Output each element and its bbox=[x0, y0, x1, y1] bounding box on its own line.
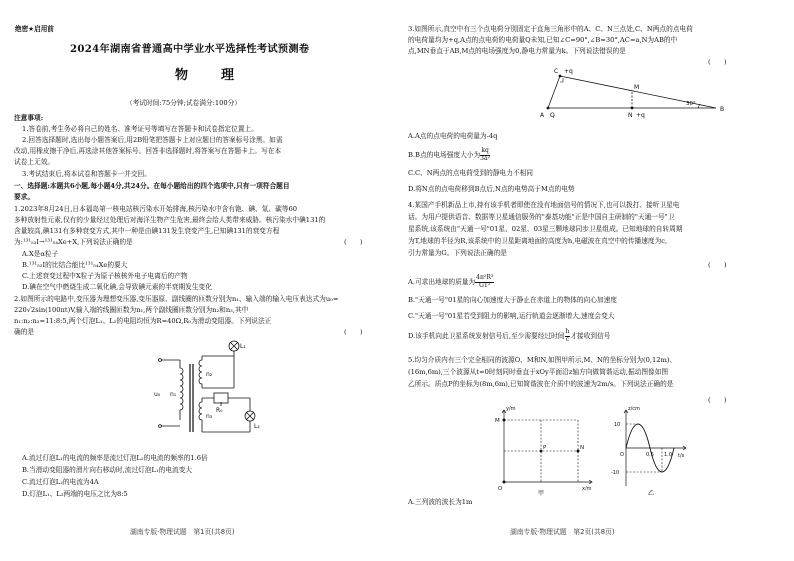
q2-stem: n₁:n₂:n₃=11:8:5,两个灯泡L₁、L₂的电阻均恒为R=40Ω,R₀为滑动变阻器。下列说法正 bbox=[14, 317, 272, 325]
fig-jia-label-M: M bbox=[495, 418, 500, 424]
q1-answer-paren: ( ) bbox=[344, 238, 363, 246]
q2-option-c: C.流过灯泡L₂的电流为4A bbox=[22, 478, 99, 486]
q4-stem: 话。为用户提供语音、数据等卫星通信服务的"泰基功能"正是中国自主研制的"天通一号"卫 bbox=[408, 213, 675, 221]
transformer-circuit-figure bbox=[154, 338, 264, 446]
section-heading: 要求。 bbox=[14, 193, 35, 201]
q3-stem: 点,MN垂直于AB,M点的电场强度为0,静电力常量为k。下列说法错误的是 bbox=[408, 47, 626, 55]
q2-option-a: A.流过灯泡L₁的电流的频率是流过灯泡L₂的电流的频率的1.6倍 bbox=[22, 454, 208, 462]
label-n2: n₂ bbox=[206, 371, 213, 378]
q3-option-b-fraction bbox=[480, 148, 490, 162]
q3-option-d: D.将N点的点电荷移到B点后,N点的电势高于M点的电势 bbox=[408, 185, 575, 193]
label-L2: L₂ bbox=[254, 423, 260, 430]
q5-stem: 5.均匀介质内有三个完全相同的波源O、M和N,如图甲所示,M、N的坐标分别为(0,12m)、 bbox=[408, 356, 677, 364]
q3-triangle-figure bbox=[538, 64, 738, 126]
fig-jia-label-N: N bbox=[580, 445, 585, 451]
q2-option-d: D.灯泡L₁、L₂两端的电压之比为8:5 bbox=[22, 490, 128, 498]
point-p-dot bbox=[540, 450, 543, 453]
q5-stem: (16m,6m),三个波源从t=0时刻同时垂直于xOy平面沿z轴方向做简谐运动,振动图像如图 bbox=[408, 368, 669, 376]
q1-stem: 含量较高,碘131有多种衰变方式,其中一种是由碘131发生衰变产生,已知碘131的衰变方程 bbox=[14, 227, 280, 235]
q3-option-c: C.C、N两点的点电荷受到的静电力不相同 bbox=[408, 169, 533, 177]
q4-stem: 为T,地球的半径为R,该系统中的卫星距离地面的高度为h,电磁波在真空中的传播速度为c, bbox=[408, 237, 668, 245]
label-n3: n₃ bbox=[206, 413, 213, 420]
q4-option-a-fraction bbox=[475, 275, 494, 289]
charge-c-dot bbox=[559, 75, 562, 78]
note-line: 1.答卷前,考生务必将自己的姓名、准考证号等填写在答题卡和试卷指定位置上。 bbox=[22, 125, 258, 133]
fig-yi-zero: O bbox=[620, 452, 624, 458]
notes-heading: 注意事项: bbox=[14, 114, 44, 122]
q2-answer-paren: ( ) bbox=[344, 328, 363, 336]
q5-option-a: A.三列波的波长为1m bbox=[408, 498, 473, 506]
label-q-n: +q bbox=[636, 112, 645, 119]
label-R0: R₀ bbox=[216, 407, 223, 414]
fraction-denominator: GT² bbox=[479, 281, 491, 289]
q4-answer-paren: ( ) bbox=[708, 261, 727, 269]
fig-jia-origin: O bbox=[498, 486, 503, 492]
q1-option-a: A.X是α粒子 bbox=[22, 250, 59, 258]
q3-stem: 的电荷量均为+q,A点的点电荷的电荷量Q未知,已知∠C=90°,∠B=30°,AC=a,N为AB的中 bbox=[408, 36, 678, 44]
fraction-numerator: h bbox=[565, 328, 570, 335]
q1-option-c: C.上述衰变过程中X粒子为原子核核外电子电离后的产物 bbox=[22, 272, 188, 280]
subject-title: 物 理 bbox=[175, 68, 245, 83]
q2-stem: 220√2sin(100πt)V,输入端的线圈匝数为n₁,两个副线圈匝数分别为n₂和n₃,其中 bbox=[14, 306, 249, 314]
q1-stem: 多种放射性元素,仅有的少量经过处理后对海洋生物产生危害,最终会给人类带来威胁。核污染水中碘131的 bbox=[14, 216, 326, 224]
source-m-dot bbox=[503, 419, 506, 422]
q3-option-b-text: B.B点的电场强度大小为 bbox=[408, 151, 481, 159]
exam-title: 2024年湖南省普通高中学业水平选择性考试预测卷 bbox=[70, 43, 310, 55]
q5-figure-jia bbox=[488, 404, 598, 496]
q4-option-a-text: A.可求出地球的质量为 bbox=[408, 278, 476, 286]
fig-jia-caption: 甲 bbox=[538, 490, 545, 496]
fraction-numerator: 4π²R³ bbox=[476, 274, 494, 281]
page-footer-right: 湖南专版·物理试题 第2页(共8页) bbox=[510, 528, 615, 536]
q4-stem: 引力常量为G。下列说法正确的是 bbox=[408, 249, 507, 257]
q4-option-c: C."天通一号"01星若受到阻力的影响,运行轨道会逐渐增大,速度会变大 bbox=[408, 312, 615, 320]
charge-n-dot bbox=[631, 107, 634, 110]
q2-stem: 确的是 bbox=[14, 328, 35, 336]
q2-option-b: B.当滑动变阻器的滑片向右移动时,流过灯泡L₁的电流变大 bbox=[22, 466, 193, 474]
note-line: 改动,用橡皮擦干净后,再选涂其他答案标号。回答非选择题时,将答案写在答题卡上。写在本 bbox=[14, 147, 282, 155]
fig-jia-xunit: x/m bbox=[582, 486, 592, 492]
label-q-c: +q bbox=[564, 68, 573, 75]
q5-stem: 乙所示。质点P的坐标为(8m,6m),已知简谐波在介质中的波速为2m/s。下列说法正确的是 bbox=[408, 380, 674, 388]
q2-stem: 2.如图所示的电路中,变压器为理想变压器,变压器原、副线圈的匝数分别为n₁、输入端的输入电压表达式为u₀= bbox=[14, 295, 339, 303]
page-footer-left: 湖南专版·物理试题 第1页(共8页) bbox=[130, 528, 235, 536]
fig-yi-caption: 乙 bbox=[648, 490, 655, 496]
label-M: M bbox=[634, 84, 640, 91]
q4-option-d bbox=[408, 329, 611, 343]
q4-option-d-text: D.该手机向此卫星系统发射信号后,至少需要经过时间 bbox=[408, 332, 565, 340]
q3-option-a: A.A点的点电荷的电荷量为-4q bbox=[408, 132, 498, 140]
fraction-denominator: c bbox=[565, 335, 570, 343]
label-B: B bbox=[720, 106, 725, 113]
fig-jia-yunit: y/m bbox=[506, 406, 516, 412]
source-o-dot bbox=[503, 481, 506, 484]
q4-option-a bbox=[408, 275, 494, 289]
fraction-numerator: kq bbox=[481, 147, 489, 154]
label-n1: n₁ bbox=[170, 391, 177, 398]
q4-stem: 星系统,该系统由"天通一号"01星、02星、03星三颗地球同步卫星组成。已知地球的自转周期 bbox=[408, 225, 683, 233]
fraction-denominator: 3a² bbox=[480, 154, 490, 162]
q1-option-b: B.¹³¹₅₃I的比结合能比¹³¹₅₄Xe的要大 bbox=[22, 261, 128, 269]
label-A: A bbox=[540, 112, 545, 119]
label-Q: Q bbox=[550, 112, 555, 119]
label-angle: 30° bbox=[686, 101, 696, 107]
q1-stem: 为:¹³¹₅₃I→¹³¹₅₄Xe+X,下列说法正确的是 bbox=[14, 238, 133, 246]
fig-yi-t2: 1.0 bbox=[664, 452, 672, 458]
q4-option-d-tail: 才接收到信号 bbox=[570, 332, 611, 340]
exam-info: （考试时间:75分钟;试卷满分:100分） bbox=[126, 99, 241, 107]
fig-yi-xunit: t/s bbox=[678, 453, 685, 459]
q4-stem: 4.某国产手机新品上市,持有该手机者即使在没有地面信号的情况下,也可以拨打、接听卫星电 bbox=[408, 201, 680, 209]
q5-figure-yi bbox=[608, 404, 698, 496]
q4-option-b: B."天通一号"01星的向心加速度大于静止在赤道上的物体的向心加速度 bbox=[408, 296, 617, 304]
fig-yi-t1: 0.5 bbox=[646, 452, 654, 458]
q3-answer-paren: ( ) bbox=[708, 58, 727, 66]
charge-a-dot bbox=[547, 107, 550, 110]
fig-yi-bottom: -10 bbox=[611, 470, 620, 476]
label-L1: L₁ bbox=[240, 343, 246, 350]
note-line: 2.回答选择题时,选出每小题答案后,用2B铅笔把答题卡上对应题目的答案标号涂黑。如需 bbox=[22, 136, 283, 144]
q3-stem: 3.如图所示,真空中有三个点电荷分别固定于直角三角形中的A、C、N三点处,C、N两点的点电荷 bbox=[408, 25, 693, 33]
q3-option-b bbox=[408, 148, 490, 162]
label-N: N bbox=[628, 112, 633, 119]
fig-yi-top: 10 bbox=[614, 422, 621, 428]
q5-answer-paren: ( ) bbox=[708, 396, 727, 404]
q1-stem: 1.2023年8月24日,日本福岛第一核电站核污染水开始排海,核污染水中含有铯、碘、氚、碳等60 bbox=[14, 205, 297, 213]
note-line: 试卷上无效。 bbox=[14, 158, 55, 166]
fig-yi-yunit: z/cm bbox=[628, 406, 640, 412]
label-C: C bbox=[554, 68, 559, 75]
q1-option-d: D.碘在空气中燃烧生成二氧化碘,会导致碘元素的半衰期发生变化 bbox=[22, 283, 212, 291]
label-u0: u₀ bbox=[154, 391, 161, 398]
secret-label: 绝密★启用前 bbox=[15, 25, 54, 33]
fig-jia-label-P: P bbox=[543, 445, 547, 451]
note-line: 3.考试结束后,将本试卷和答题卡一并交回。 bbox=[22, 170, 151, 178]
section-heading: 一、选择题:本题共6小题,每小题4分,共24分。在每小题给出的四个选项中,只有一项符合题目 bbox=[14, 182, 290, 190]
